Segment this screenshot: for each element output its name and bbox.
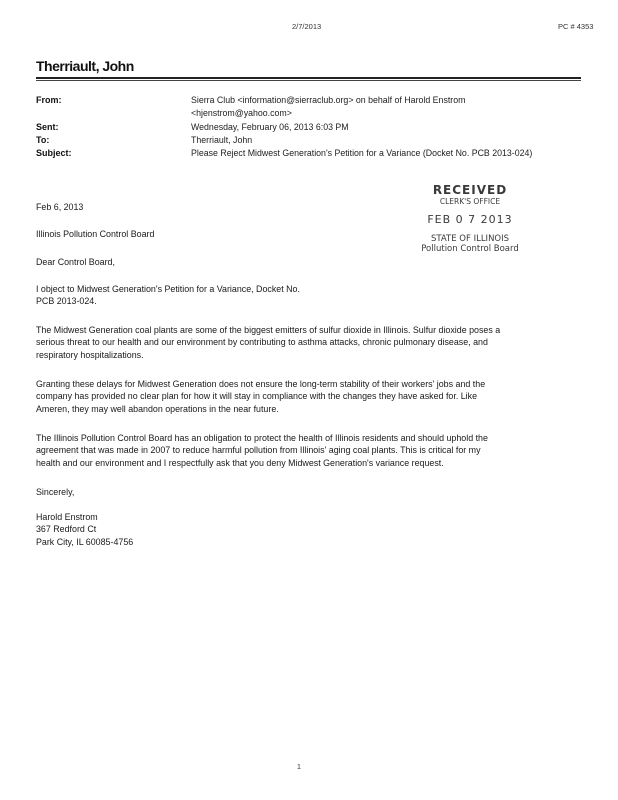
text-line: health and our environment and I respectfully ask that you deny Midwest Generation's variance request.	[36, 457, 444, 468]
letter-closing: Sincerely,	[36, 487, 75, 497]
stamp-received: RECEIVED	[432, 183, 508, 197]
header-date: 2/7/2013	[292, 22, 322, 31]
signature-name: Harold Enstrom	[36, 512, 98, 522]
text-line: company has provided no clear plan for how it will stay in compliance with the changes they have asked for. Like	[36, 391, 478, 402]
to-label: To:	[36, 135, 50, 145]
stamp-clerk-office: CLERK'S OFFICE	[439, 197, 501, 206]
paragraph-obligation	[36, 432, 571, 469]
letter-greeting: Dear Control Board,	[36, 257, 115, 267]
text-line: The Illinois Pollution Control Board has an obligation to protect the health of Illinois residents and should uphold the	[36, 433, 488, 443]
text-line: respiratory hospitalizations.	[36, 349, 144, 360]
sent-value: Wednesday, February 06, 2013 6:03 PM	[191, 122, 349, 132]
text-line: Ameren, they may well abandon operations in the near future.	[36, 403, 279, 414]
signature-block	[36, 511, 571, 548]
header-divider	[36, 77, 581, 79]
header-divider-thin	[36, 80, 581, 81]
page-number: 1	[297, 764, 301, 771]
doc-id: PC # 4353	[558, 22, 594, 31]
letter-date: Feb 6, 2013	[36, 202, 84, 212]
text-line: PCB 2013-024.	[36, 296, 97, 307]
stamp-state: STATE OF ILLINOIS	[430, 234, 510, 244]
paragraph-delays	[36, 378, 571, 415]
letter-recipient: Illinois Pollution Control Board	[36, 229, 155, 239]
paragraph-emissions	[36, 324, 571, 361]
from-value: Sierra Club <information@sierraclub.org> on behalf of Harold Enstrom	[191, 95, 466, 105]
text-line: serious threat to our health and our environment by contributing to asthma attacks, chronic pulmonary disease, and	[36, 337, 488, 348]
text-line: agreement that was made in 2007 to reduce harmful pollution from Illinois' aging coal plants. This is critical for my	[36, 445, 481, 456]
sent-label: Sent:	[36, 122, 59, 132]
text-line: The Midwest Generation coal plants are some of the biggest emitters of sulfur dioxide in Illinois. Sulfur dioxide poses a	[36, 325, 501, 335]
text-line: I object to Midwest Generation's Petition for a Variance, Docket No.	[36, 284, 300, 294]
stamp-date: FEB 0 7 2013	[427, 213, 513, 226]
subject-label: Subject:	[36, 148, 72, 158]
received-stamp	[400, 183, 540, 254]
signature-address-city: Park City, IL 60085-4756	[36, 536, 134, 547]
to-value: Therriault, John	[191, 135, 253, 145]
signature-address-street: 367 Redford Ct	[36, 524, 97, 535]
subject-value: Please Reject Midwest Generation's Petition for a Variance (Docket No. PCB 2013-024)	[191, 148, 533, 158]
stamp-board: Pollution Control Board	[421, 244, 519, 254]
from-label: From:	[36, 95, 62, 105]
text-line: Granting these delays for Midwest Generation does not ensure the long-term stability of their workers' jobs and the	[36, 379, 486, 389]
sender-name: Therriault, John	[36, 58, 134, 74]
from-value-email: <hjenstrom@yahoo.com>	[191, 108, 292, 118]
paragraph-objection	[36, 283, 571, 308]
